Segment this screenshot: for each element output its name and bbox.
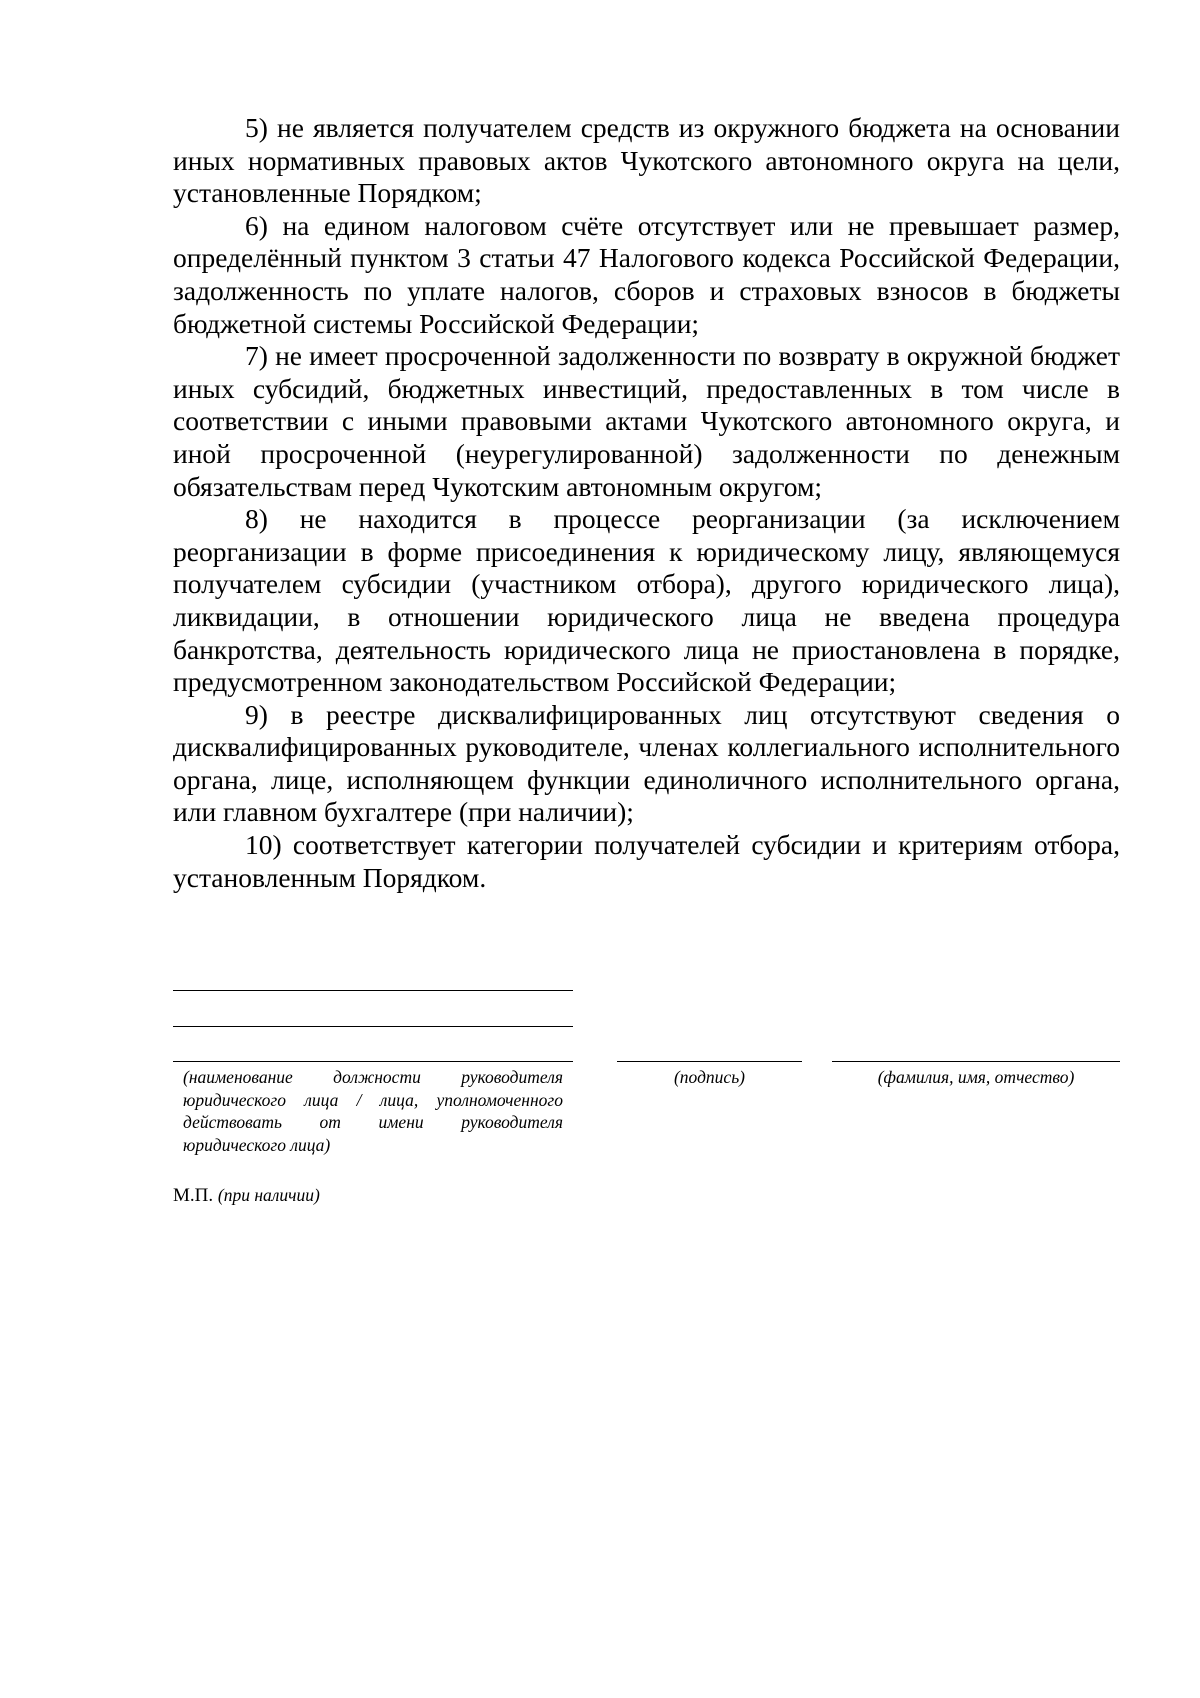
paragraph-item-6: 6) на едином налоговом счёте отсутствует или не превышает размер, определённый пунктом 3 статьи 47 Налогового кодекса Российской Федерации, задолженность по уплате налогов, сборов и страховых взносов в бюджеты бюджетной системы Российской Федерации; [173,209,1120,339]
position-line-3 [173,1061,573,1062]
paragraph-item-8: 8) не находится в процессе реорганизации (за исключением реорганизации в форме присоединения к юридическому лицу, являющемуся получателем субсидии (участником отбора), другого юридического лица), ликвидации, в отношении юридического лица не введена процедура банкротства, деятельность юридического лица не приостановлена в порядке, предусмотренном законодательством Российской Федерации; [173,503,1120,698]
stamp-mark [173,1183,320,1208]
paragraph-item-7: 7) не имеет просроченной задолженности по возврату в окружной бюджет иных субсидий, бюджетных инвестиций, предоставленных в том числе в соответствии с иными правовыми актами Чукотского автономного округа, и иной просроченной (неурегулированной) задолженности по денежным обязательствам перед Чукотским автономным округом; [173,340,1120,502]
signature-block [173,990,1120,1190]
stamp-label: М.П. [173,1185,214,1206]
document-body [173,112,1120,894]
paragraph-item-5: 5) не является получателем средств из окружного бюджета на основании иных нормативных правовых актов Чукотского автономного округа на цели, установленные Порядком; [173,112,1120,209]
position-line-1 [173,990,573,991]
position-line-2 [173,1026,573,1027]
position-caption: (наименование должности руководителя юридического лица / лица, уполномоченного действовать от имени руководителя юридического лица) [183,1067,563,1155]
paragraph-item-9: 9) в реестре дисквалифицированных лиц отсутствуют сведения о дисквалифицированных руководителе, членах коллегиального исполнительного органа, лице, исполняющем функции единоличного исполнительного органа, или главном бухгалтере (при наличии); [173,698,1120,828]
stamp-note: (при наличии) [217,1185,320,1205]
name-caption: (фамилия, имя, отчество) [877,1067,1075,1087]
paragraph-item-10: 10) соответствует категории получателей субсидии и критериям отбора, установленным Порядком. [173,829,1120,893]
name-line [832,1061,1120,1062]
signature-line [617,1061,802,1062]
signature-caption: (подпись) [673,1067,745,1087]
